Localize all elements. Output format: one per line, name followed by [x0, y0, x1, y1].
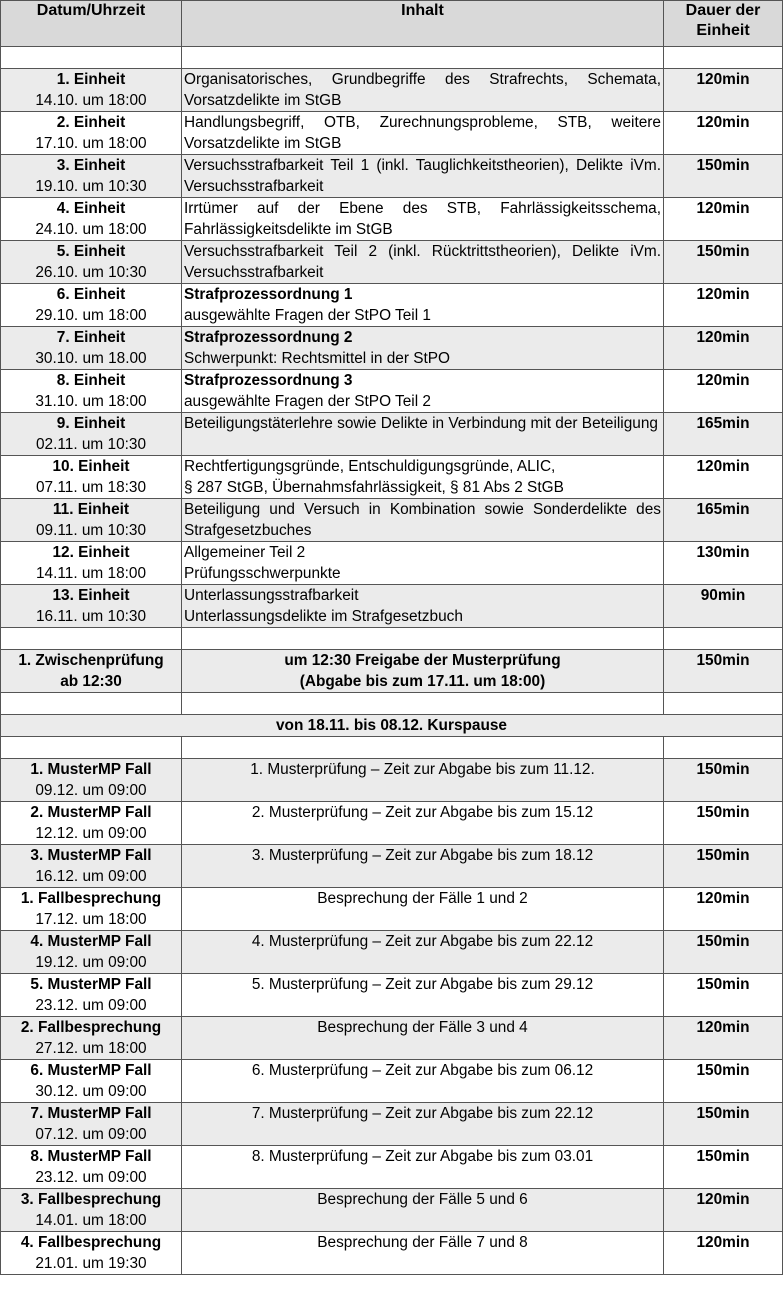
unit-time: 31.10. um 18:00 — [35, 393, 147, 410]
content-cell: Organisatorisches, Grundbegriffe des Strafrechts, Schemata, Vorsatzdelikte im StGB — [182, 69, 664, 112]
duration-cell: 120min — [664, 327, 783, 370]
content-cell: Beteiligung und Versuch in Kombination sowie Sonderdelikte des Strafgesetzbuches — [182, 499, 664, 542]
duration-cell: 120min — [664, 284, 783, 327]
duration-cell: 150min — [664, 1103, 783, 1146]
exam-row — [1, 650, 783, 693]
unit-label: 13. Einheit — [52, 587, 130, 604]
spacer-row — [1, 737, 783, 759]
session-label: 7. MusterMP Fall — [30, 1105, 152, 1122]
content-cell: Versuchsstrafbarkeit Teil 2 (inkl. Rücktrittstheorien), Delikte iVm. Versuchsstrafbarkeit — [182, 241, 664, 284]
exam-date-cell — [1, 650, 182, 693]
duration-cell: 120min — [664, 1232, 783, 1275]
table-row — [1, 327, 783, 370]
duration-cell: 150min — [664, 802, 783, 845]
table-row — [1, 69, 783, 112]
date-cell — [1, 456, 182, 499]
table-row — [1, 888, 783, 931]
duration-cell: 120min — [664, 112, 783, 155]
header-duration: Dauer der Einheit — [664, 1, 783, 47]
duration-cell: 120min — [664, 198, 783, 241]
table-row — [1, 198, 783, 241]
duration-cell: 120min — [664, 1189, 783, 1232]
table-row — [1, 155, 783, 198]
date-cell — [1, 542, 182, 585]
content-cell: Irrtümer auf der Ebene des STB, Fahrlässigkeitsschema, Fahrlässigkeitsdelikte im StGB — [182, 198, 664, 241]
table-row — [1, 1146, 783, 1189]
unit-label: 4. Einheit — [56, 200, 126, 217]
session-time: 23.12. um 09:00 — [35, 997, 147, 1014]
content-line: Prüfungsschwerpunkte — [184, 565, 341, 582]
unit-label: 12. Einheit — [52, 544, 130, 561]
date-cell — [1, 1060, 182, 1103]
table-row — [1, 499, 783, 542]
session-time: 23.12. um 09:00 — [35, 1169, 147, 1186]
date-cell — [1, 241, 182, 284]
session-label: 4. MusterMP Fall — [30, 933, 152, 950]
table-row — [1, 1189, 783, 1232]
spacer-row — [1, 628, 783, 650]
content-cell: Besprechung der Fälle 1 und 2 — [182, 888, 664, 931]
date-cell — [1, 759, 182, 802]
content-cell — [182, 327, 664, 370]
table-row — [1, 974, 783, 1017]
date-cell — [1, 845, 182, 888]
spacer-row — [1, 47, 783, 69]
exam-label: 1. Zwischenprüfung — [18, 652, 164, 669]
date-cell — [1, 69, 182, 112]
unit-time: 14.11. um 18:00 — [35, 565, 147, 582]
session-label: 5. MusterMP Fall — [30, 976, 152, 993]
session-label: 4. Fallbesprechung — [20, 1234, 162, 1251]
duration-cell: 165min — [664, 499, 783, 542]
content-cell: Besprechung der Fälle 7 und 8 — [182, 1232, 664, 1275]
content-cell: Besprechung der Fälle 5 und 6 — [182, 1189, 664, 1232]
duration-cell: 120min — [664, 888, 783, 931]
unit-label: 6. Einheit — [56, 286, 126, 303]
date-cell — [1, 1017, 182, 1060]
date-cell — [1, 155, 182, 198]
session-label: 8. MusterMP Fall — [30, 1148, 152, 1165]
duration-cell: 150min — [664, 931, 783, 974]
date-cell — [1, 499, 182, 542]
unit-time: 24.10. um 18:00 — [35, 221, 147, 238]
session-time: 07.12. um 09:00 — [35, 1126, 147, 1143]
content-line: § 287 StGB, Übernahmsfahrlässigkeit, § 81 Abs 2 StGB — [184, 479, 564, 496]
session-time: 30.12. um 09:00 — [35, 1083, 147, 1100]
header-content: Inhalt — [182, 1, 664, 47]
unit-time: 14.10. um 18:00 — [35, 92, 147, 109]
duration-cell: 150min — [664, 1146, 783, 1189]
content-cell: Versuchsstrafbarkeit Teil 1 (inkl. Tauglichkeitstheorien), Delikte iVm. Versuchsstrafbarkeit — [182, 155, 664, 198]
content-cell: 7. Musterprüfung – Zeit zur Abgabe bis zum 22.12 — [182, 1103, 664, 1146]
duration-cell: 150min — [664, 974, 783, 1017]
content-title: Strafprozessordnung 1 — [184, 286, 353, 303]
session-time: 21.01. um 19:30 — [35, 1255, 147, 1272]
duration-cell: 150min — [664, 155, 783, 198]
session-label: 3. MusterMP Fall — [30, 847, 152, 864]
unit-label: 11. Einheit — [52, 501, 130, 518]
content-line: Rechtfertigungsgründe, Entschuldigungsgründe, ALIC, — [184, 458, 556, 475]
table-row — [1, 542, 783, 585]
unit-label: 8. Einheit — [56, 372, 126, 389]
unit-time: 26.10. um 10:30 — [35, 264, 147, 281]
table-row — [1, 1232, 783, 1275]
duration-cell: 150min — [664, 845, 783, 888]
content-cell — [182, 585, 664, 628]
table-row — [1, 759, 783, 802]
content-cell: Besprechung der Fälle 3 und 4 — [182, 1017, 664, 1060]
date-cell — [1, 802, 182, 845]
date-cell — [1, 888, 182, 931]
content-cell: 8. Musterprüfung – Zeit zur Abgabe bis zum 03.01 — [182, 1146, 664, 1189]
content-cell: 3. Musterprüfung – Zeit zur Abgabe bis zum 18.12 — [182, 845, 664, 888]
content-line: Unterlassungsdelikte im Strafgesetzbuch — [184, 608, 463, 625]
date-cell — [1, 413, 182, 456]
content-cell — [182, 456, 664, 499]
session-time: 16.12. um 09:00 — [35, 868, 147, 885]
content-line: Allgemeiner Teil 2 — [184, 544, 306, 561]
unit-time: 02.11. um 10:30 — [35, 436, 147, 453]
header-row — [1, 1, 783, 47]
unit-time: 16.11. um 10:30 — [35, 608, 147, 625]
spacer-row — [1, 693, 783, 715]
content-cell: 5. Musterprüfung – Zeit zur Abgabe bis zum 29.12 — [182, 974, 664, 1017]
session-time: 19.12. um 09:00 — [35, 954, 147, 971]
unit-time: 09.11. um 10:30 — [35, 522, 147, 539]
table-row — [1, 802, 783, 845]
duration-cell: 130min — [664, 542, 783, 585]
session-time: 17.12. um 18:00 — [35, 911, 147, 928]
table-row — [1, 1060, 783, 1103]
content-cell: Handlungsbegriff, OTB, Zurechnungsprobleme, STB, weitere Vorsatzdelikte im StGB — [182, 112, 664, 155]
session-label: 2. Fallbesprechung — [20, 1019, 162, 1036]
content-cell — [182, 370, 664, 413]
content-text: Schwerpunkt: Rechtsmittel in der StPO — [184, 350, 451, 367]
date-cell — [1, 1189, 182, 1232]
session-label: 3. Fallbesprechung — [20, 1191, 162, 1208]
table-row — [1, 112, 783, 155]
table-row — [1, 370, 783, 413]
table-row — [1, 931, 783, 974]
content-cell: 4. Musterprüfung – Zeit zur Abgabe bis zum 22.12 — [182, 931, 664, 974]
exam-content-line: (Abgabe bis zum 17.11. um 18:00) — [299, 673, 546, 690]
content-title: Strafprozessordnung 2 — [184, 329, 353, 346]
duration-cell: 150min — [664, 1060, 783, 1103]
content-cell: Beteiligungstäterlehre sowie Delikte in Verbindung mit der Beteiligung — [182, 413, 664, 456]
date-cell — [1, 1146, 182, 1189]
table-row — [1, 241, 783, 284]
pause-row — [1, 715, 783, 737]
content-cell: 2. Musterprüfung – Zeit zur Abgabe bis zum 15.12 — [182, 802, 664, 845]
header-date: Datum/Uhrzeit — [1, 1, 182, 47]
exam-content-line: um 12:30 Freigabe der Musterprüfung — [284, 652, 561, 669]
unit-label: 1. Einheit — [56, 71, 126, 88]
date-cell — [1, 284, 182, 327]
date-cell — [1, 327, 182, 370]
unit-time: 17.10. um 18:00 — [35, 135, 147, 152]
exam-content-cell — [182, 650, 664, 693]
duration-cell: 165min — [664, 413, 783, 456]
table-row — [1, 845, 783, 888]
content-text: ausgewählte Fragen der StPO Teil 1 — [184, 307, 431, 324]
date-cell — [1, 112, 182, 155]
content-cell — [182, 284, 664, 327]
unit-time: 30.10. um 18.00 — [35, 350, 147, 367]
date-cell — [1, 974, 182, 1017]
table-row — [1, 413, 783, 456]
session-label: 1. MusterMP Fall — [30, 761, 152, 778]
duration-cell: 120min — [664, 1017, 783, 1060]
date-cell — [1, 1232, 182, 1275]
unit-label: 5. Einheit — [56, 243, 126, 260]
session-label: 1. Fallbesprechung — [20, 890, 162, 907]
table-row — [1, 284, 783, 327]
session-time: 09.12. um 09:00 — [35, 782, 147, 799]
date-cell — [1, 198, 182, 241]
pause-cell: von 18.11. bis 08.12. Kurspause — [1, 715, 783, 737]
date-cell — [1, 585, 182, 628]
content-text: ausgewählte Fragen der StPO Teil 2 — [184, 393, 431, 410]
unit-label: 10. Einheit — [52, 458, 130, 475]
unit-time: 29.10. um 18:00 — [35, 307, 147, 324]
unit-label: 9. Einheit — [56, 415, 126, 432]
table-row — [1, 585, 783, 628]
duration-cell: 120min — [664, 456, 783, 499]
unit-time: 19.10. um 10:30 — [35, 178, 147, 195]
content-line: Unterlassungsstrafbarkeit — [184, 587, 359, 604]
table-row — [1, 1017, 783, 1060]
exam-duration-cell: 150min — [664, 650, 783, 693]
unit-time: 07.11. um 18:30 — [35, 479, 147, 496]
duration-cell: 90min — [664, 585, 783, 628]
unit-label: 2. Einheit — [56, 114, 126, 131]
content-cell — [182, 542, 664, 585]
date-cell — [1, 370, 182, 413]
session-label: 2. MusterMP Fall — [30, 804, 152, 821]
date-cell — [1, 1103, 182, 1146]
duration-cell: 150min — [664, 759, 783, 802]
content-cell: 1. Musterprüfung – Zeit zur Abgabe bis zum 11.12. — [182, 759, 664, 802]
duration-cell: 120min — [664, 69, 783, 112]
unit-label: 3. Einheit — [56, 157, 126, 174]
session-time: 14.01. um 18:00 — [35, 1212, 147, 1229]
duration-cell: 150min — [664, 241, 783, 284]
table-row — [1, 456, 783, 499]
date-cell — [1, 931, 182, 974]
unit-label: 7. Einheit — [56, 329, 126, 346]
exam-time: ab 12:30 — [60, 673, 122, 690]
session-time: 12.12. um 09:00 — [35, 825, 147, 842]
duration-cell: 120min — [664, 370, 783, 413]
session-time: 27.12. um 18:00 — [35, 1040, 147, 1057]
session-label: 6. MusterMP Fall — [30, 1062, 152, 1079]
content-cell: 6. Musterprüfung – Zeit zur Abgabe bis zum 06.12 — [182, 1060, 664, 1103]
content-title: Strafprozessordnung 3 — [184, 372, 353, 389]
table-row — [1, 1103, 783, 1146]
